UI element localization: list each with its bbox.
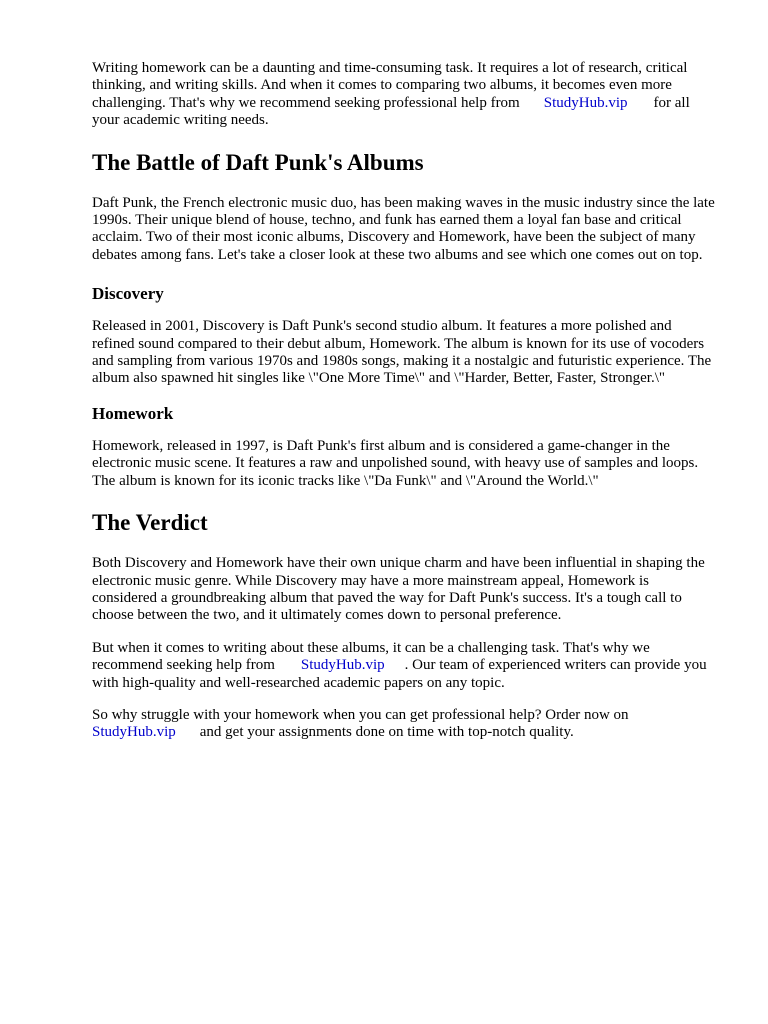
verdict-2-text-before: But when it comes to writing about these albums, it can be a challenging task. That's why we recommend seeking help from <box>92 639 650 674</box>
verdict-3-text-before: So why struggle with your homework when you can get professional help? Order now on <box>92 706 629 723</box>
homework-paragraph: Homework, released in 1997, is Daft Punk's first album and is considered a game-changer in the electronic music scene. It features a raw and unpolished sound, with heavy use of samples and loops. The album is known for its iconic tracks like \"Da Funk\" and \"Around the World.\" <box>92 437 699 489</box>
intro-text-before: Writing homework can be a daunting and time-consuming task. It requires a lot of research, critical thinking, and writing skills. And when it comes to comparing two albums, it becomes even more challenging. That's why we recommend seeking professional help from <box>92 60 688 111</box>
studyhub-link-order[interactable]: StudyHub.vip <box>92 724 176 741</box>
studyhub-link-intro[interactable]: StudyHub.vip <box>543 94 628 111</box>
intro-text-after: for all your academic writing needs. <box>92 94 690 129</box>
discovery-heading: Discovery <box>92 284 164 304</box>
battle-heading: The Battle of Daft Punk's Albums <box>92 149 424 175</box>
verdict-3-text-after: and get your assignments done on time with top-notch quality. <box>199 724 574 741</box>
verdict-paragraph-1: Both Discovery and Homework have their own unique charm and have been influential in shaping the electronic music genre. While Discovery may have a more mainstream appeal, Homework is considered a groundbreaking album that paved the way for Daft Punk's success. It's a tough call to choose between the two, and it ultimately comes down to personal preference. <box>92 555 705 624</box>
verdict-2-text-after: . Our team of experienced writers can provide you with high-quality and well-researched academic papers on any topic. <box>92 657 707 691</box>
discovery-paragraph: Released in 2001, Discovery is Daft Punk's second studio album. It features a more polished and refined sound compared to their debut album, Homework. The album is known for its use of vocoders and sampling from various 1970s and 1980s songs, making it a nostalgic and futuristic experience. The album also spawned hit singles like \"One More Time\" and \"Harder, Better, Faster, Stronger.\" <box>92 318 712 387</box>
studyhub-link-verdict[interactable]: StudyHub.vip <box>300 657 385 674</box>
intro-paragraph <box>92 60 716 130</box>
verdict-heading: The Verdict <box>92 510 208 536</box>
homework-heading: Homework <box>92 403 174 423</box>
verdict-paragraph-2 <box>92 640 716 692</box>
battle-paragraph: Daft Punk, the French electronic music duo, has been making waves in the music industry since the late 1990s. Their unique blend of house, techno, and funk has earned them a loyal fan base and critical acclaim. Two of their most iconic albums, Discovery and Homework, have been the subject of many debates among fans. Let's take a closer look at these two albums and see which one comes out on top. <box>92 194 715 263</box>
verdict-paragraph-3 <box>92 707 716 742</box>
